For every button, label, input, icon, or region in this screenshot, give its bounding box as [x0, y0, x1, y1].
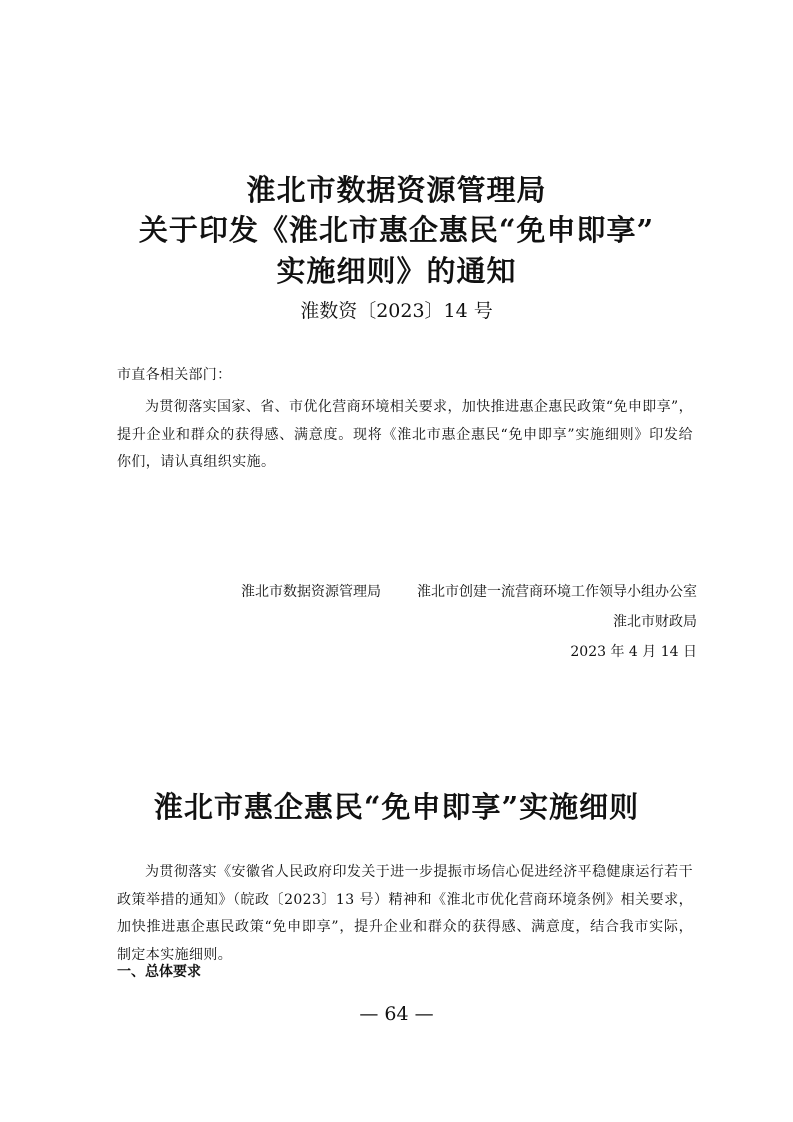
section-heading-general-requirements: 一、总体要求 [117, 964, 201, 980]
issue-date: 2023 年 4 月 14 日 [570, 644, 697, 660]
page-number: — 64 — [359, 1003, 434, 1025]
salutation: 市直各相关部门： [117, 367, 232, 383]
notice-title-line-1: 淮北市数据资源管理局 [246, 173, 547, 207]
notice-body-paragraph: 为贯彻落实国家、省、市优化营商环境相关要求，加快推进惠企惠民政策“免申即享”，提升企业和群众的获得感、满意度。现将《淮北市惠企惠民“免申即享”实施细则》印发给你们，请认真组织实施。 [117, 399, 693, 470]
rules-title: 淮北市惠企惠民“免申即享”实施细则 [153, 790, 640, 824]
notice-title-line-2: 关于印发《淮北市惠企惠民“免申即享” [138, 213, 655, 247]
notice-title-line-3: 实施细则》的通知 [276, 254, 517, 288]
document-number: 淮数资〔2023〕14 号 [300, 300, 493, 322]
signatory-finance-bureau: 淮北市财政局 [613, 614, 697, 630]
signatory-data-resources-bureau: 淮北市数据资源管理局 [241, 584, 381, 600]
signatory-business-environment-office: 淮北市创建一流营商环境工作领导小组办公室 [417, 584, 697, 600]
rules-intro-paragraph: 为贯彻落实《安徽省人民政府印发关于进一步提振市场信心促进经济平稳健康运行若干政策举措的通知》（皖政〔2023〕13 号）精神和《淮北市优化营商环境条例》相关要求，加快推进惠企惠民政策“免申即享”，提升企业和群众的获得感、满意度，结合我市实际，制定本实施细则。 [117, 864, 693, 963]
